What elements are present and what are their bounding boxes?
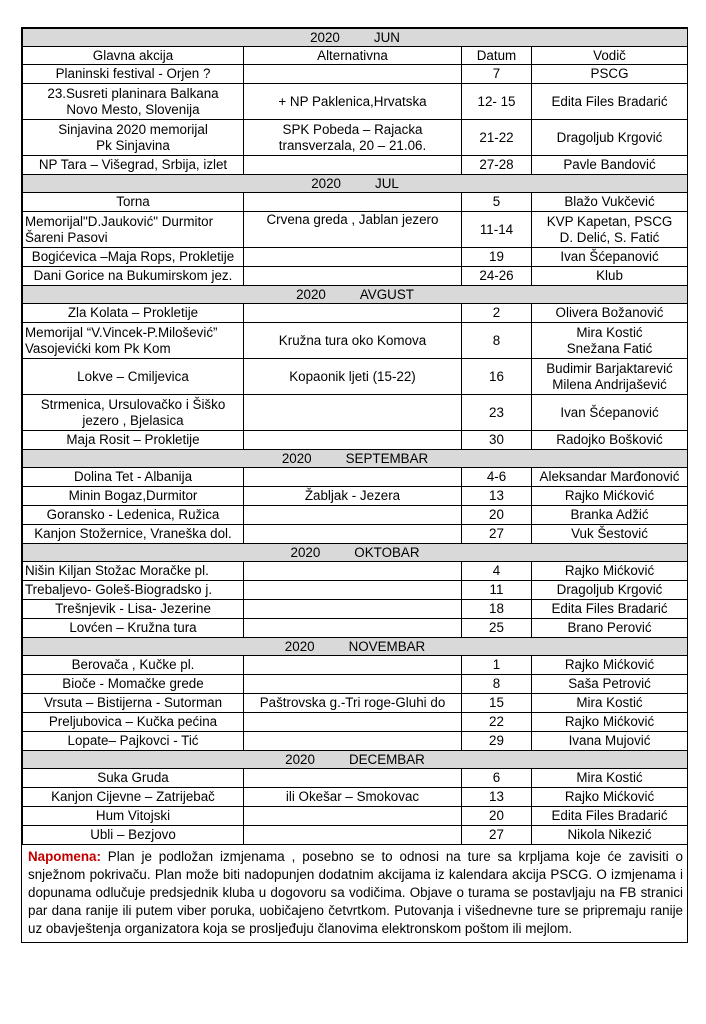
month-year: 2020: [311, 175, 341, 191]
event-alternative-line: Kopaonik ljeti (15-22): [289, 368, 416, 384]
event-guide: [532, 193, 688, 212]
event-alternative: [244, 732, 462, 751]
event-guide: [532, 788, 688, 807]
event-alternative: [244, 656, 462, 675]
month-year: 2020: [285, 751, 315, 767]
event-main-action: [23, 675, 244, 694]
event-main-action-line: Memorijal"D.Jauković" Durmitor: [25, 213, 214, 229]
event-alternative: [244, 84, 462, 120]
event-row: [23, 395, 688, 431]
event-guide-line: Milena Andrijašević: [552, 376, 667, 392]
event-alternative-line: Žabljak - Jezera: [304, 488, 401, 503]
event-main-action-line: Memorijal “V.Vincek-P.Milošević”: [25, 324, 218, 340]
event-main-action-line: Maja Rosit – Prokletije: [66, 432, 200, 447]
event-alternative: [244, 713, 462, 732]
event-main-action: [23, 769, 244, 788]
event-guide-line: Blažo Vukčević: [564, 194, 655, 209]
event-main-action: [23, 431, 244, 450]
event-row: [23, 193, 688, 212]
event-guide-line: Rajko Mićković: [564, 714, 655, 729]
event-alternative-line: transverzala, 20 – 21.06.: [278, 137, 427, 153]
event-row: [23, 826, 688, 845]
header-guide: Vodič: [532, 47, 688, 65]
event-main-action: [23, 193, 244, 212]
event-row: [23, 713, 688, 732]
event-row: [23, 304, 688, 323]
event-guide-line: Mira Kostić: [576, 695, 643, 710]
event-main-action-line: Preljubovica – Kučka pećina: [48, 714, 218, 729]
event-guide: [532, 675, 688, 694]
event-guide-line: Olivera Božanović: [555, 305, 664, 320]
event-row: [23, 694, 688, 713]
event-date: 8: [462, 323, 532, 359]
event-main-action-line: Nišin Kiljan Stožac Moračke pl.: [25, 563, 209, 578]
event-date: 18: [462, 600, 532, 619]
event-main-action-line: Berovača , Kučke pl.: [71, 657, 195, 672]
event-main-action-line: Ubli – Bezjovo: [90, 827, 176, 842]
event-guide-line: Klub: [596, 268, 623, 283]
month-name: SEPTEMBAR: [345, 450, 429, 466]
month-name: DECEMBAR: [348, 751, 425, 767]
event-main-action-line: Dani Gorice na Bukumirskom jez.: [33, 268, 233, 283]
event-guide-line: Radojko Bošković: [556, 432, 663, 447]
event-alternative: [244, 156, 462, 175]
event-date: 12- 15: [462, 84, 532, 120]
event-main-action-line: Lokve – Cmiljevica: [77, 368, 189, 384]
event-guide: [532, 769, 688, 788]
event-guide: [532, 84, 688, 120]
month-header: [23, 175, 688, 193]
month-name: JUL: [375, 175, 399, 191]
event-guide-line: Mira Kostić: [576, 324, 643, 340]
event-date: 19: [462, 248, 532, 267]
event-date: 25: [462, 619, 532, 638]
event-guide-line: D. Delić, S. Fatić: [559, 229, 660, 245]
column-header-row: [23, 47, 688, 65]
event-date: 22: [462, 713, 532, 732]
event-main-action-line: Goransko - Ledenica, Ružica: [46, 507, 220, 522]
event-row: [23, 562, 688, 581]
event-main-action: [23, 581, 244, 600]
month-name: NOVEMBAR: [348, 638, 426, 654]
month-header-row: [23, 29, 688, 47]
event-row: [23, 65, 688, 84]
header-alternative: Alternativna: [244, 47, 462, 65]
event-alternative: [244, 769, 462, 788]
event-date: 15: [462, 694, 532, 713]
event-alternative: [244, 675, 462, 694]
month-year: 2020: [310, 29, 340, 45]
header-main-action: Glavna akcija: [23, 47, 244, 65]
event-main-action: [23, 359, 244, 395]
event-row: [23, 212, 688, 248]
event-main-action-line: Novo Mesto, Slovenija: [66, 101, 200, 117]
event-guide: [532, 248, 688, 267]
event-row: [23, 120, 688, 156]
event-alternative: [244, 619, 462, 638]
month-header: [23, 638, 688, 656]
event-guide: [532, 713, 688, 732]
event-main-action-line: Bioče - Momačke grede: [62, 676, 204, 691]
event-alternative: [244, 487, 462, 506]
month-year: 2020: [284, 638, 315, 654]
event-alternative-line: SPK Pobeda – Rajacka: [282, 121, 423, 137]
event-date: 11: [462, 581, 532, 600]
month-header-row: [23, 450, 688, 468]
event-alternative: [244, 193, 462, 212]
event-alternative: [244, 506, 462, 525]
event-guide: [532, 807, 688, 826]
schedule-sheet: [21, 27, 688, 943]
event-guide-line: Vuk Šestović: [571, 526, 648, 541]
event-row: [23, 359, 688, 395]
event-row: [23, 323, 688, 359]
event-main-action-line: Bogićevica –Maja Rops, Prokletije: [31, 249, 235, 264]
event-main-action-line: Šareni Pasovi: [25, 229, 108, 245]
event-main-action-line: Strmenica, Ursulovačko i Šiško: [40, 396, 226, 412]
event-date: 29: [462, 732, 532, 751]
month-year: 2020: [290, 544, 321, 560]
event-guide: [532, 487, 688, 506]
event-row: [23, 807, 688, 826]
event-date: 16: [462, 359, 532, 395]
event-alternative: [244, 395, 462, 431]
event-guide: [532, 65, 688, 84]
month-header: [23, 751, 688, 769]
event-row: [23, 506, 688, 525]
event-guide-line: Rajko Mićković: [564, 488, 655, 503]
event-guide: [532, 156, 688, 175]
event-guide: [532, 826, 688, 845]
note-block: [22, 845, 687, 942]
month-year: 2020: [296, 286, 326, 302]
event-guide-line: Snežana Fatić: [566, 340, 653, 356]
event-guide-line: Aleksandar Marđonović: [539, 469, 680, 484]
event-row: [23, 600, 688, 619]
schedule-body: [23, 29, 688, 845]
event-guide-line: PSCG: [590, 66, 629, 81]
event-date: 8: [462, 675, 532, 694]
event-guide: [532, 431, 688, 450]
event-main-action: [23, 267, 244, 286]
event-main-action-line: 23.Susreti planinara Balkana: [47, 85, 219, 101]
event-main-action: [23, 395, 244, 431]
month-header-row: [23, 751, 688, 769]
event-guide-line: Saša Petrović: [568, 676, 651, 691]
month-header: [23, 286, 688, 304]
event-date: 4: [462, 562, 532, 581]
event-main-action: [23, 506, 244, 525]
event-main-action-line: Hum Vitojski: [95, 808, 171, 823]
event-row: [23, 84, 688, 120]
event-row: [23, 468, 688, 487]
event-main-action-line: Lovćen – Kružna tura: [69, 620, 197, 635]
event-date: 23: [462, 395, 532, 431]
event-guide: [532, 581, 688, 600]
event-row: [23, 267, 688, 286]
event-date: 20: [462, 506, 532, 525]
event-row: [23, 156, 688, 175]
event-main-action: [23, 212, 244, 248]
event-main-action: [23, 468, 244, 487]
month-year: 2020: [281, 450, 312, 466]
event-main-action: [23, 807, 244, 826]
event-row: [23, 525, 688, 544]
event-guide-line: Ivana Mujović: [568, 733, 651, 748]
event-date: 7: [462, 65, 532, 84]
event-guide: [532, 468, 688, 487]
event-main-action: [23, 304, 244, 323]
event-alternative-line: Paštrovska g.-Tri roge-Gluhi do: [259, 695, 446, 710]
event-alternative-line: Crvena greda , Jablan jezero: [266, 212, 439, 227]
event-guide-line: Nikola Nikezić: [567, 827, 652, 842]
event-date: 27: [462, 826, 532, 845]
event-main-action: [23, 826, 244, 845]
event-date: 2: [462, 304, 532, 323]
event-guide: [532, 732, 688, 751]
event-guide: [532, 120, 688, 156]
event-main-action-line: Dolina Tet - Albanija: [73, 469, 193, 484]
month-header-row: [23, 544, 688, 562]
month-header: [23, 29, 688, 47]
event-guide: [532, 267, 688, 286]
event-alternative: [244, 562, 462, 581]
event-main-action: [23, 600, 244, 619]
event-guide: [532, 359, 688, 395]
event-main-action: [23, 120, 244, 156]
event-main-action-line: Vrsuta – Bistijerna - Sutorman: [43, 695, 223, 710]
event-guide-line: Rajko Mićković: [564, 789, 655, 804]
event-alternative: [244, 788, 462, 807]
event-guide-line: Edita Files Bradarić: [551, 601, 668, 616]
event-main-action-line: Trebaljevo- Goleš-Biogradsko j.: [25, 582, 213, 597]
event-main-action-line: Sinjavina 2020 memorijal: [58, 121, 208, 137]
event-main-action-line: Zla Kolata – Prokletije: [67, 305, 199, 320]
event-guide: [532, 506, 688, 525]
event-date: 13: [462, 788, 532, 807]
event-guide-line: Ivan Šćepanović: [560, 404, 659, 420]
event-main-action-line: jezero , Bjelasica: [82, 412, 184, 428]
event-alternative: [244, 600, 462, 619]
event-guide: [532, 694, 688, 713]
event-date: 4-6: [462, 468, 532, 487]
event-alternative: [244, 468, 462, 487]
event-alternative: [244, 267, 462, 286]
event-guide: [532, 395, 688, 431]
event-date: 21-22: [462, 120, 532, 156]
event-main-action: [23, 788, 244, 807]
event-main-action-line: Kanjon Cijevne – Zatrijebač: [51, 789, 215, 804]
event-guide-line: Budimir Barjaktarević: [546, 360, 673, 376]
event-guide-line: Dragoljub Krgović: [556, 129, 663, 145]
event-date: 13: [462, 487, 532, 506]
event-guide-line: Rajko Mićković: [564, 563, 655, 578]
event-main-action-line: Vasojevićki kom Pk Kom: [25, 340, 171, 356]
event-guide: [532, 212, 688, 248]
event-alternative: [244, 248, 462, 267]
event-main-action: [23, 694, 244, 713]
event-main-action-line: Minin Bogaz,Durmitor: [68, 488, 198, 503]
event-guide-line: Rajko Mićković: [564, 657, 655, 672]
schedule-table: [22, 28, 688, 845]
event-main-action-line: Planinski festival - Orjen ?: [55, 66, 211, 81]
event-alternative: [244, 65, 462, 84]
event-main-action: [23, 732, 244, 751]
event-guide-line: Mira Kostić: [576, 770, 643, 785]
month-name: OKTOBAR: [354, 544, 420, 560]
event-main-action-line: Torna: [116, 194, 150, 209]
month-header: [23, 544, 688, 562]
event-guide: [532, 600, 688, 619]
event-main-action-line: Pk Sinjavina: [96, 137, 170, 153]
event-main-action: [23, 65, 244, 84]
event-main-action: [23, 248, 244, 267]
event-main-action: [23, 84, 244, 120]
event-main-action: [23, 713, 244, 732]
event-row: [23, 248, 688, 267]
event-date: 27-28: [462, 156, 532, 175]
event-guide: [532, 525, 688, 544]
month-name: AVGUST: [359, 286, 414, 302]
event-guide-line: Ivan Šćepanović: [560, 249, 659, 264]
event-main-action-line: NP Tara – Višegrad, Srbija, izlet: [38, 157, 228, 172]
note-text: Plan je podložan izmjenama , posebno se to odnosi na ture sa krpljama koje će zavisiti o snježnom pokrivaču. Plan može biti nadopunjen dodatnim akcijama iz kalendara akcija PSCG. O izmjenama i dopunama odlučuje predsjednik kluba u dogovoru sa vodičima. Objave o turama se postavljaju na FB stranici par dana ranije ili putem viber poruka, uobičajeno četvrtkom. Putovanja i višednevne ture se pripremaju ranije uz obavještenja organizatora koja se prosljeđuju članovima elektronskom poštom ili mejlom.: [28, 849, 683, 936]
month-header: [23, 450, 688, 468]
event-main-action: [23, 619, 244, 638]
event-alternative: [244, 525, 462, 544]
event-guide-line: Pavle Bandović: [563, 157, 656, 172]
event-date: 11-14: [462, 212, 532, 248]
event-row: [23, 487, 688, 506]
event-date: 24-26: [462, 267, 532, 286]
event-row: [23, 656, 688, 675]
event-guide: [532, 562, 688, 581]
event-alternative: [244, 694, 462, 713]
event-date: 6: [462, 769, 532, 788]
event-row: [23, 675, 688, 694]
event-guide-line: Edita Files Bradarić: [551, 93, 668, 109]
event-alternative: [244, 826, 462, 845]
event-guide-line: Edita Files Bradarić: [551, 808, 668, 823]
event-row: [23, 431, 688, 450]
event-row: [23, 769, 688, 788]
event-main-action: [23, 656, 244, 675]
event-main-action-line: Suka Gruda: [97, 770, 169, 785]
event-main-action: [23, 487, 244, 506]
event-alternative-line: Kružna tura oko Komova: [278, 332, 427, 348]
event-alternative-line: + NP Paklenica,Hrvatska: [278, 93, 427, 109]
event-date: 20: [462, 807, 532, 826]
event-alternative: [244, 304, 462, 323]
month-header-row: [23, 286, 688, 304]
event-guide: [532, 304, 688, 323]
event-guide: [532, 323, 688, 359]
event-guide-line: Dragoljub Krgović: [556, 582, 663, 597]
month-header-row: [23, 638, 688, 656]
event-row: [23, 619, 688, 638]
event-guide: [532, 619, 688, 638]
event-guide-line: KVP Kapetan, PSCG: [546, 213, 673, 229]
event-alternative: [244, 431, 462, 450]
event-date: 27: [462, 525, 532, 544]
event-alternative: [244, 323, 462, 359]
event-main-action: [23, 562, 244, 581]
event-row: [23, 732, 688, 751]
event-guide: [532, 656, 688, 675]
event-alternative: [244, 581, 462, 600]
event-alternative: [244, 807, 462, 826]
event-date: 30: [462, 431, 532, 450]
event-main-action-line: Lopate– Pajkovci - Tić: [67, 733, 199, 748]
event-main-action: [23, 323, 244, 359]
month-header-row: [23, 175, 688, 193]
event-guide-line: Brano Perović: [567, 620, 652, 635]
event-row: [23, 581, 688, 600]
event-alternative: [244, 120, 462, 156]
event-date: 5: [462, 193, 532, 212]
event-alternative: [244, 359, 462, 395]
event-alternative: [244, 212, 462, 248]
event-main-action-line: Kanjon Stožernice, Vraneška dol.: [34, 526, 232, 541]
month-name: JUN: [373, 29, 400, 45]
event-row: [23, 788, 688, 807]
event-alternative-line: ili Okešar – Smokovac: [285, 789, 420, 804]
event-main-action-line: Trešnjevik - Lisa- Jezerine: [55, 601, 211, 616]
note-label: Napomena:: [28, 849, 101, 864]
event-main-action: [23, 525, 244, 544]
event-date: 1: [462, 656, 532, 675]
event-main-action: [23, 156, 244, 175]
header-date: Datum: [462, 47, 532, 65]
event-guide-line: Branka Adžić: [570, 507, 649, 522]
